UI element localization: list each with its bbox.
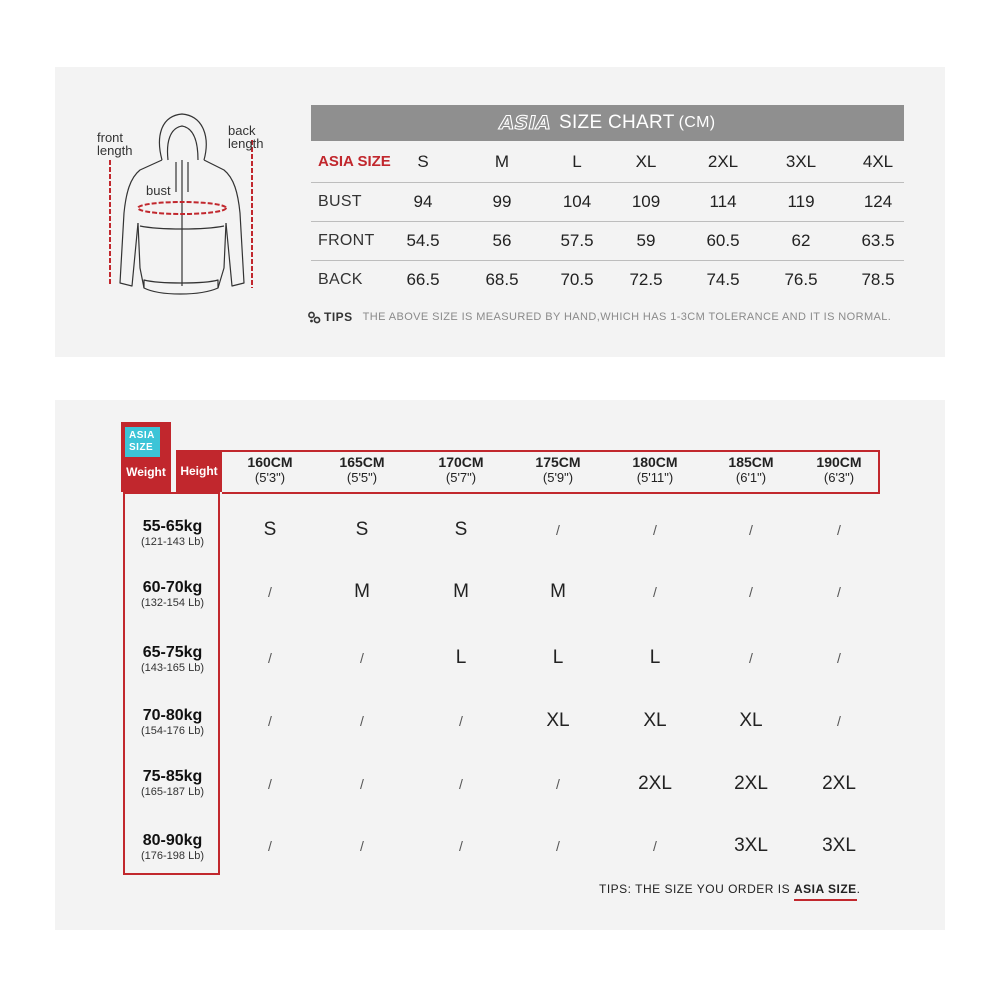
asia-size-badge	[121, 422, 171, 492]
bust-value: 119	[787, 192, 815, 211]
measurement-tips	[308, 309, 891, 325]
weight-row	[125, 579, 220, 610]
size-col-header: 3XL	[785, 152, 817, 171]
weight-kg: 70-80kg	[142, 707, 203, 724]
weight-kg: 80-90kg	[142, 832, 203, 849]
bust-value: 124	[863, 192, 893, 211]
grid-size-cell: /	[268, 838, 272, 854]
asia-size-tag	[125, 427, 160, 457]
height-col	[416, 454, 506, 486]
grid-size-cell: 2XL	[734, 773, 768, 794]
height-ft: (5'7")	[445, 470, 477, 485]
height-ft: (5'9")	[542, 470, 574, 485]
weight-header: Weight	[126, 465, 166, 479]
size-col-header: 4XL	[862, 152, 894, 171]
grid-size-cell: /	[268, 776, 272, 792]
bust-value: 109	[631, 192, 661, 211]
front-row-label: FRONT	[318, 232, 375, 249]
grid-size-cell: L	[455, 647, 467, 668]
weight-kg: 55-65kg	[142, 518, 203, 535]
back-value: 78.5	[861, 270, 895, 289]
height-ft: (6'1")	[735, 470, 767, 485]
weight-kg: 75-85kg	[142, 768, 203, 785]
height-header: Height	[176, 450, 222, 492]
grid-size-cell: S	[355, 519, 369, 540]
size-chart-unit: (CM)	[678, 114, 716, 131]
grid-size-cell: 3XL	[734, 835, 768, 856]
size-col-header: XL	[635, 152, 657, 171]
asia-brand-word: ASIA	[499, 112, 551, 134]
front-value: 56	[492, 231, 512, 250]
grid-size-cell: XL	[643, 710, 667, 731]
grid-size-cell: L	[552, 647, 564, 668]
bust-value: 94	[413, 192, 433, 211]
height-ft: (5'11")	[636, 470, 674, 485]
bust-value: 99	[492, 192, 512, 211]
grid-size-cell: /	[749, 584, 753, 600]
back-row	[311, 261, 904, 299]
height-col	[513, 454, 603, 486]
height-cm: 165CM	[339, 454, 385, 470]
grid-size-cell: S	[263, 519, 277, 540]
grid-size-cell: L	[649, 647, 661, 668]
front-value: 57.5	[560, 231, 594, 250]
grid-size-cell: /	[360, 776, 364, 792]
height-ft: (5'5")	[346, 470, 378, 485]
grid-size-cell: M	[550, 581, 566, 602]
grid-size-cell: /	[268, 650, 272, 666]
bust-row-label: BUST	[318, 193, 362, 210]
height-cm: 185CM	[728, 454, 774, 470]
bust-row	[311, 183, 904, 221]
grid-size-cell: 2XL	[638, 773, 672, 794]
back-value: 72.5	[629, 270, 663, 289]
grid-size-cell: 2XL	[822, 773, 856, 794]
grid-size-cell: S	[454, 519, 468, 540]
grid-size-cell: M	[453, 581, 469, 602]
grid-size-cell: /	[556, 522, 560, 538]
size-col-header: 2XL	[707, 152, 739, 171]
size-col-header: M	[494, 152, 510, 171]
grid-size-cell: M	[354, 581, 370, 602]
grid-size-cell: XL	[546, 710, 570, 731]
grid-size-cell: /	[268, 584, 272, 600]
height-col	[317, 454, 407, 486]
weight-lb: (121-143 Lb)	[141, 536, 204, 548]
gear-icon	[308, 311, 321, 324]
grid-size-cell: /	[459, 838, 463, 854]
grid-size-cell: /	[360, 838, 364, 854]
weight-kg: 60-70kg	[142, 579, 203, 596]
weight-lb: (143-165 Lb)	[141, 662, 204, 674]
front-length-label: front length	[97, 130, 133, 158]
weight-lb: (165-187 Lb)	[141, 786, 204, 798]
grid-size-cell: 3XL	[822, 835, 856, 856]
weight-kg: 65-75kg	[142, 644, 203, 661]
grid-size-cell: /	[653, 838, 657, 854]
weight-row	[125, 644, 220, 675]
bust-label: bust	[146, 183, 171, 198]
size-chart-title: SIZE CHART	[559, 112, 675, 133]
weight-row	[125, 832, 220, 863]
height-cm: 175CM	[535, 454, 581, 470]
weight-row	[125, 518, 220, 549]
grid-size-cell: /	[653, 584, 657, 600]
grid-size-cell: /	[556, 776, 560, 792]
back-value: 70.5	[560, 270, 594, 289]
height-cm: 190CM	[816, 454, 862, 470]
grid-size-cell: /	[837, 584, 841, 600]
front-row	[311, 222, 904, 260]
grid-size-cell: /	[459, 776, 463, 792]
size-header-row	[311, 143, 904, 181]
grid-size-cell: /	[360, 713, 364, 729]
order-tip-emphasis: ASIA SIZE	[794, 882, 857, 901]
weight-row	[125, 768, 220, 799]
order-size-tip	[599, 882, 861, 901]
height-col	[225, 454, 315, 486]
grid-size-cell: /	[837, 650, 841, 666]
size-chart-title-bar	[311, 105, 904, 141]
back-value: 74.5	[706, 270, 740, 289]
grid-size-cell: /	[268, 713, 272, 729]
height-col	[706, 454, 796, 486]
grid-size-cell: /	[837, 522, 841, 538]
height-cm: 180CM	[632, 454, 678, 470]
back-length-label: back length	[228, 123, 264, 151]
grid-size-cell: /	[837, 713, 841, 729]
weight-lb: (176-198 Lb)	[141, 850, 204, 862]
front-value: 62	[791, 231, 811, 250]
badge-line-asia: ASIA	[129, 430, 155, 441]
height-col	[794, 454, 884, 486]
grid-size-cell: /	[653, 522, 657, 538]
order-tip-suffix: .	[856, 882, 861, 896]
grid-size-cell: /	[556, 838, 560, 854]
tips-text: THE ABOVE SIZE IS MEASURED BY HAND,WHICH HAS 1-3CM TOLERANCE AND IT IS NORMAL.	[362, 311, 892, 323]
height-col	[610, 454, 700, 486]
front-value: 59	[636, 231, 656, 250]
order-tip-prefix: TIPS: THE SIZE YOU ORDER IS	[599, 882, 791, 896]
size-col-header: L	[572, 152, 582, 171]
front-value: 60.5	[706, 231, 740, 250]
grid-size-cell: /	[459, 713, 463, 729]
weight-lb: (132-154 Lb)	[141, 597, 204, 609]
bust-value: 114	[709, 192, 737, 211]
height-ft: (5'3")	[254, 470, 286, 485]
back-value: 68.5	[485, 270, 519, 289]
height-cm: 160CM	[247, 454, 293, 470]
grid-size-cell: /	[749, 650, 753, 666]
grid-size-cell: /	[360, 650, 364, 666]
bust-value: 104	[562, 192, 592, 211]
badge-line-size: SIZE	[129, 442, 154, 453]
back-value: 76.5	[784, 270, 818, 289]
front-value: 63.5	[861, 231, 895, 250]
grid-size-cell: /	[749, 522, 753, 538]
front-value: 54.5	[406, 231, 440, 250]
weight-column-frame	[123, 492, 220, 875]
height-ft: (6'3")	[823, 470, 855, 485]
tips-label: TIPS	[324, 310, 353, 324]
grid-size-cell: XL	[739, 710, 763, 731]
weight-lb: (154-176 Lb)	[141, 725, 204, 737]
back-row-label: BACK	[318, 271, 363, 288]
size-col-header: S	[417, 152, 429, 171]
asia-size-header-label: ASIA SIZE	[318, 153, 391, 170]
back-value: 66.5	[406, 270, 440, 289]
weight-row	[125, 707, 220, 738]
height-cm: 170CM	[438, 454, 484, 470]
